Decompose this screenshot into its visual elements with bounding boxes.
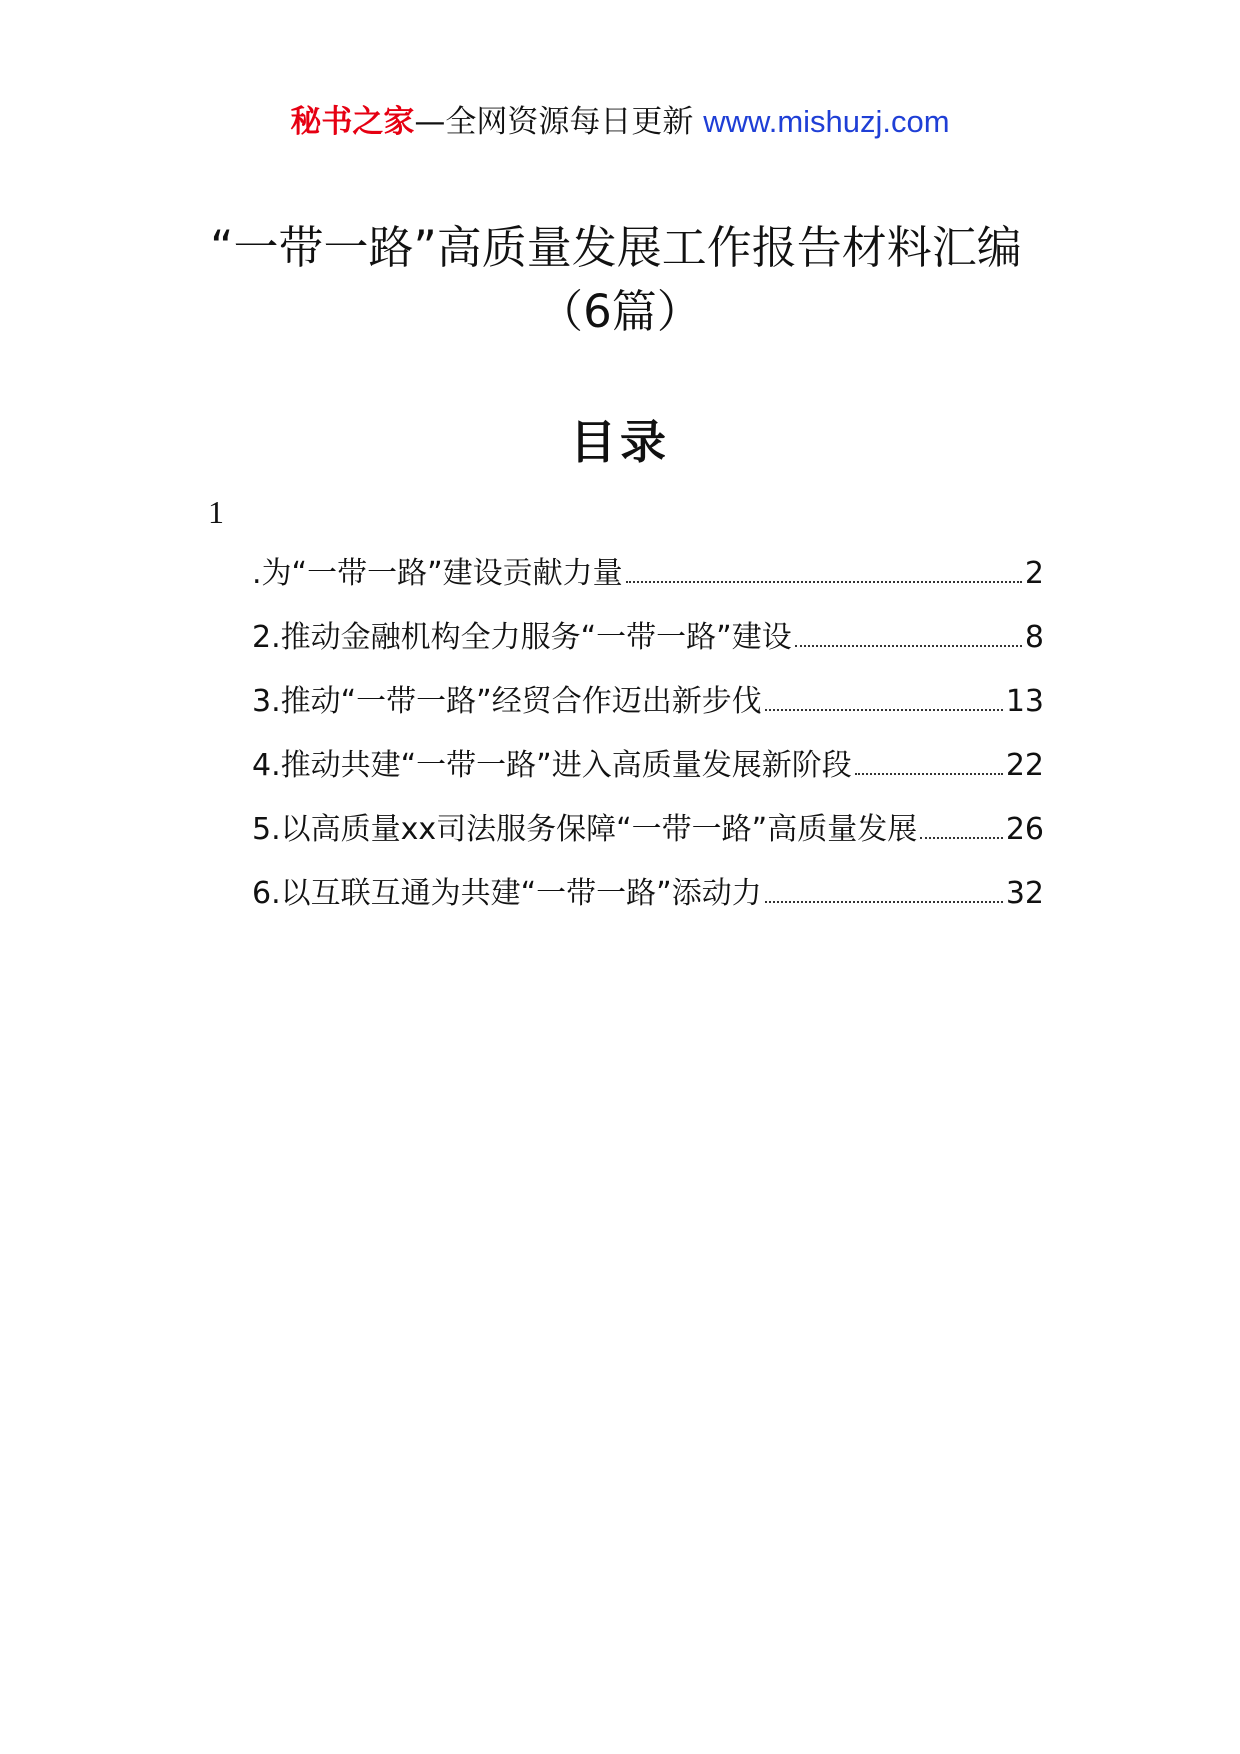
toc-entry-page-number: 8 <box>1024 620 1044 655</box>
toc-entry-title: .为“一带一路”建设贡献力量 <box>252 556 623 591</box>
toc-dot-leader <box>765 709 1003 711</box>
toc-entry-page-number: 32 <box>1005 876 1044 911</box>
table-of-contents <box>252 554 1044 938</box>
toc-dot-leader <box>920 837 1003 839</box>
document-subtitle-count: （6篇） <box>538 285 702 338</box>
toc-dot-leader <box>795 645 1022 647</box>
toc-dot-leader <box>855 773 1003 775</box>
toc-entry-title: 5.以高质量xx司法服务保障“一带一路”高质量发展 <box>252 812 918 847</box>
toc-entry-number-fragment: 1 <box>208 494 224 530</box>
toc-dot-leader <box>765 901 1003 903</box>
toc-entry-page-number: 22 <box>1005 748 1044 783</box>
site-banner <box>0 100 1240 144</box>
banner-tagline: —全网资源每日更新 <box>414 104 694 140</box>
toc-entry[interactable] <box>252 618 1044 682</box>
toc-entry[interactable] <box>252 682 1044 746</box>
toc-dot-leader <box>626 581 1022 583</box>
toc-entry-title: 3.推动“一带一路”经贸合作迈出新步伐 <box>252 684 762 719</box>
toc-entry-page-number: 26 <box>1005 812 1044 847</box>
toc-entry[interactable] <box>252 746 1044 810</box>
toc-entry[interactable] <box>252 874 1044 938</box>
toc-heading: 目录 <box>570 415 670 469</box>
toc-entry-page-number: 2 <box>1024 556 1044 591</box>
toc-entry[interactable] <box>252 810 1044 874</box>
brand-name: 秘书之家 <box>290 104 415 140</box>
toc-entry-title: 6.以互联互通为共建“一带一路”添动力 <box>252 876 762 911</box>
toc-entry-page-number: 13 <box>1005 684 1044 719</box>
site-url-link[interactable]: www.mishuzj.com <box>703 104 950 139</box>
toc-entry-title: 4.推动共建“一带一路”进入高质量发展新阶段 <box>252 748 852 783</box>
toc-entry[interactable] <box>252 554 1044 618</box>
document-title: “一带一路”高质量发展工作报告材料汇编 <box>210 221 1022 274</box>
toc-entry-title: 2.推动金融机构全力服务“一带一路”建设 <box>252 620 792 655</box>
